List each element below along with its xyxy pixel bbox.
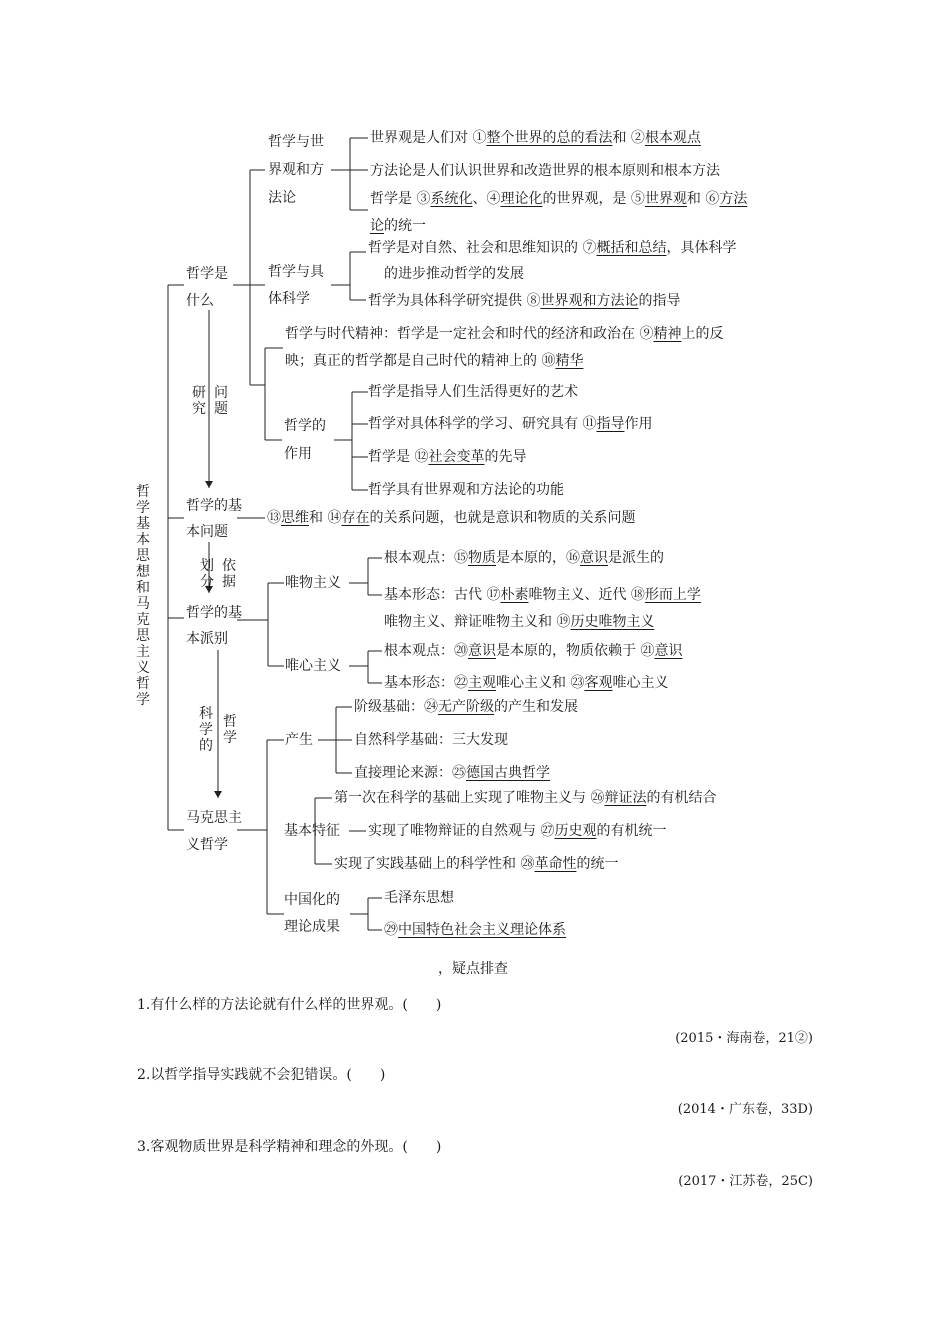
s1-title-line2: 界观和方	[268, 162, 324, 178]
item-text: 实现了唯物辩证的自然观与 ㉗	[368, 823, 555, 839]
item-text: 的进步推动哲学的发展	[384, 266, 524, 282]
item-text: 的统一	[384, 218, 426, 234]
s6-item	[384, 586, 701, 604]
node-basic-question-line1: 哲学的基	[186, 498, 242, 514]
item-text: 毛泽东思想	[384, 890, 454, 906]
item-text: 方法论是人们认识世界和改造世界的根本原则和根本方法	[370, 163, 720, 179]
item-text: 的关系问题，也就是意识和物质的关系问题	[369, 510, 636, 526]
item-text: 的有机结合	[646, 790, 717, 806]
s8-item	[354, 764, 550, 782]
item-text: 哲学是对自然、社会和思维知识的 ⑦	[368, 240, 597, 256]
item-text: 的统一	[576, 856, 619, 872]
arrow-label-study: 研究	[192, 385, 206, 417]
answer-text: 论	[370, 218, 384, 234]
s2-item	[368, 292, 680, 310]
s10-item	[384, 921, 566, 939]
item-text: 哲学为具体科学研究提供 ⑧	[368, 293, 541, 309]
node-basic-schools-line2: 本派别	[186, 631, 228, 647]
item-text: 是派生的	[608, 550, 664, 566]
answer-text: 指导	[596, 416, 625, 432]
item-text: 世界观是人们对 ①	[370, 130, 487, 146]
s7-title: 唯心主义	[285, 658, 341, 674]
s4-title-line2: 作用	[284, 446, 312, 462]
s6-title: 唯物主义	[285, 575, 341, 591]
node-marxist-line1: 马克思主	[186, 810, 242, 826]
answer-text: 德国古典哲学	[466, 765, 550, 781]
item-text: 的指导	[638, 293, 681, 309]
answer-text: 意识	[580, 550, 608, 566]
item-text: 的先导	[484, 449, 527, 465]
arrow-label-scientific: 科学的	[199, 706, 213, 754]
item-text: 基本形态：㉒	[384, 675, 468, 691]
answer-text: 革命性	[534, 856, 577, 872]
s10-title-line1: 中国化的	[284, 892, 340, 908]
root-title: 哲学基本思想和马克思主义哲学	[136, 484, 150, 708]
item-text: 是本原的，物质依赖于 ㉑	[496, 643, 655, 659]
item-text: 和 ⑥	[686, 191, 720, 207]
answer-text: 历史唯物主义	[570, 614, 655, 630]
item-text: 映；真正的哲学都是自己时代的精神上的 ⑩	[285, 353, 556, 369]
s4-item	[368, 383, 578, 401]
s7-item	[384, 674, 668, 692]
item-text: 、④	[472, 191, 501, 207]
answer-text: 存在	[341, 510, 370, 526]
s4-item	[368, 448, 526, 466]
item-text: 基本形态：古代 ⑰	[384, 587, 501, 603]
s2-title-line1: 哲学与具	[268, 264, 324, 280]
answer-text: 客观	[584, 675, 613, 691]
answer-text: 无产阶级	[438, 699, 494, 715]
s6-item	[384, 549, 664, 567]
s9-title: 基本特征	[284, 823, 340, 839]
item-text: 的有机统一	[596, 823, 667, 839]
section-heading: ，疑点排查	[438, 961, 508, 977]
answer-text: 精华	[555, 353, 584, 369]
arrow-label-question: 问题	[214, 385, 228, 417]
answer-text: 历史观	[554, 823, 597, 839]
s6-item	[384, 613, 654, 631]
answer-text: 社会变革	[428, 449, 485, 465]
s1-title-line1: 哲学与世	[268, 134, 324, 150]
item-text: 上的反	[681, 326, 724, 342]
arrow-label-divide: 划分	[200, 558, 214, 590]
s4-item	[368, 415, 652, 433]
arrow-label-basis: 依据	[222, 558, 236, 590]
item-text: 哲学是 ③	[370, 191, 431, 207]
answer-text: 思维	[281, 510, 309, 526]
answer-text: 世界观	[644, 191, 687, 207]
item-text: 根本观点：⑳	[384, 643, 468, 659]
item-text: 作用	[624, 416, 653, 432]
s9-item	[334, 855, 618, 873]
s1-title-line3: 法论	[268, 190, 296, 206]
item-text: 的世界观，是 ⑤	[542, 191, 645, 207]
item-text: 唯物主义、辩证唯物主义和 ⑲	[384, 614, 571, 630]
s3-item	[285, 325, 723, 343]
question-1-source: (2015・海南卷，21②)	[675, 1031, 813, 1046]
question-3-source: (2017・江苏卷，25C)	[678, 1174, 813, 1189]
item-text: 第一次在科学的基础上实现了唯物主义与 ㉖	[334, 790, 605, 806]
answer-text: 辩证法	[604, 790, 647, 806]
answer-text: 物质	[468, 550, 496, 566]
arrow-label-philosophy: 哲学	[223, 714, 237, 746]
s4-item	[368, 481, 564, 499]
item-text: 哲学对具体科学的学习、研究具有 ⑪	[368, 416, 597, 432]
answer-text: 精神	[653, 326, 682, 342]
answer-text: 理论化	[500, 191, 543, 207]
item-text: 唯心主义	[612, 675, 669, 691]
s8-title: 产生	[285, 732, 313, 748]
item-text: ⑬	[267, 510, 281, 526]
node-basic-schools-line1: 哲学的基	[186, 605, 242, 621]
s8-item	[354, 698, 578, 716]
item-text: 直接理论来源：㉕	[354, 765, 466, 781]
question-2-source: (2014・广东卷，33D)	[677, 1102, 813, 1117]
s2-item	[384, 265, 524, 283]
item-text: 是本原的，⑯	[496, 550, 580, 566]
answer-text: 世界观和方法论	[540, 293, 639, 309]
s2-item	[368, 239, 736, 257]
s1-item	[370, 129, 701, 147]
item-text: 哲学与时代精神：哲学是一定社会和时代的经济和政治在 ⑨	[285, 326, 654, 342]
node-what-is-philosophy-line1: 哲学是	[186, 266, 228, 282]
s7-item	[384, 642, 682, 660]
node-marxist-line2: 义哲学	[186, 837, 228, 853]
item-text: 和 ②	[612, 130, 645, 146]
answer-text: 系统化	[430, 191, 473, 207]
item-text: 哲学是 ⑫	[368, 449, 429, 465]
item-text: 实现了实践基础上的科学性和 ㉘	[334, 856, 535, 872]
item-text: 的产生和发展	[494, 699, 578, 715]
question-2: 2.以哲学指导实践就不会犯错误。( )	[137, 1067, 386, 1083]
s1-item	[370, 190, 747, 208]
answer-text: 意识	[654, 643, 683, 659]
s4-title-line1: 哲学的	[284, 418, 326, 434]
item-text: 和 ⑭	[309, 510, 342, 526]
question-3: 3.客观物质世界是科学精神和理念的外现。( )	[137, 1139, 442, 1155]
answer-text: 意识	[468, 643, 496, 659]
item-text: 哲学是指导人们生活得更好的艺术	[368, 384, 578, 400]
answer-text: 中国特色社会主义理论体系	[398, 922, 566, 938]
s2-title-line2: 体科学	[268, 291, 310, 307]
s5-item	[267, 509, 635, 527]
item-text: 阶级基础：㉔	[354, 699, 438, 715]
s9-item	[368, 822, 666, 840]
answer-text: 整个世界的总的看法	[486, 130, 613, 146]
question-1: 1.有什么样的方法论就有什么样的世界观。( )	[137, 997, 442, 1013]
item-text: 唯心主义和 ㉓	[496, 675, 585, 691]
node-basic-question-line2: 本问题	[186, 524, 228, 540]
answer-text: 根本观点	[644, 130, 701, 146]
item-text: 自然科学基础：三大发现	[354, 732, 508, 748]
s8-item	[354, 731, 508, 749]
s1-item	[370, 162, 720, 180]
answer-text: 朴素	[500, 587, 529, 603]
s9-item	[334, 789, 716, 807]
answer-text: 方法	[719, 191, 748, 207]
answer-text: 形而上学	[644, 587, 701, 603]
answer-text: 主观	[468, 675, 496, 691]
item-text: 根本观点：⑮	[384, 550, 468, 566]
s10-title-line2: 理论成果	[284, 919, 340, 935]
s1-item	[370, 217, 426, 235]
s10-item	[384, 889, 454, 907]
node-what-is-philosophy-line2: 什么	[186, 293, 214, 309]
item-text: ，具体科学	[666, 240, 737, 256]
item-text: ㉙	[384, 922, 398, 938]
item-text: 哲学具有世界观和方法论的功能	[368, 482, 564, 498]
item-text: 唯物主义、近代 ⑱	[528, 587, 645, 603]
s3-item	[285, 352, 583, 370]
answer-text: 概括和总结	[596, 240, 667, 256]
